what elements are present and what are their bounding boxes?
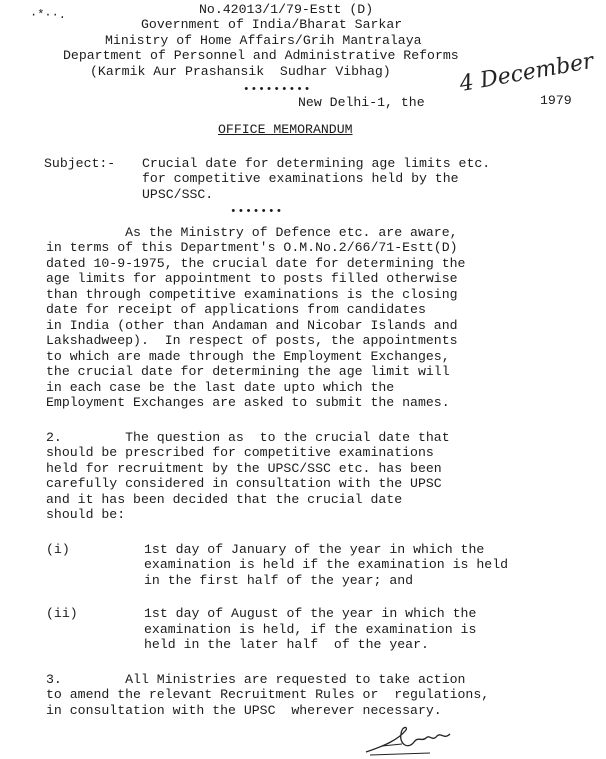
item-number: (i) <box>46 542 70 557</box>
ministry-line: Ministry of Home Affairs/Grih Mantralaya <box>105 33 422 48</box>
department-hindi-line: (Karmik Aur Prashansik Sudhar Vibhag) <box>90 64 391 79</box>
para1-line: the crucial date for determining the age limit will <box>46 364 450 379</box>
place-line: New Delhi-1, the <box>298 95 425 110</box>
para1-line: Lakshadweep). In respect of posts, the appointments <box>46 333 458 348</box>
item-line: 1st day of January of the year in which the <box>144 542 485 557</box>
para2-line: should be prescribed for competitive examinations <box>46 445 434 460</box>
subject-line-1: Crucial date for determining age limits etc. <box>142 156 491 171</box>
subject-line-2: for competitive examinations held by the <box>142 171 459 186</box>
subject-label: Subject:- <box>44 156 116 171</box>
handwritten-date: 4 December <box>457 48 596 97</box>
item-line: 1st day of August of the year in which the <box>144 606 477 621</box>
para2-line: should be: <box>46 507 126 522</box>
year: 1979 <box>540 93 572 108</box>
para1-line: in each case be the last date upto which the <box>46 380 395 395</box>
para2-line: held for recruitment by the UPSC/SSC etc. has been <box>46 461 442 476</box>
government-line: Government of India/Bharat Sarkar <box>141 17 403 32</box>
para1-line: age limits for appointment to posts filled otherwise <box>46 271 458 286</box>
para2-line: 2. The question as to the crucial date that <box>46 430 450 445</box>
file-number: No.42013/1/79-Estt (D) <box>199 2 374 17</box>
para3-line: in consultation with the UPSC wherever necessary. <box>46 703 442 718</box>
para3-line: 3. All Ministries are requested to take action <box>46 672 466 687</box>
para1-line: in India (other than Andaman and Nicobar Islands and <box>46 318 458 333</box>
para1-line: dated 10-9-1975, the crucial date for determining the <box>46 256 466 271</box>
corner-marks: ·*··. <box>30 8 67 22</box>
para3-line: to amend the relevant Recruitment Rules or regulations, <box>46 687 490 702</box>
separator-dots-2: ••••••• <box>230 206 284 218</box>
para1-line: date for receipt of applications from candidates <box>46 302 426 317</box>
para2-line: and it has been decided that the crucial date <box>46 492 403 507</box>
para1-line: to which are made through the Employment Exchanges, <box>46 349 450 364</box>
para1-line: than through competitive examinations is the closing <box>46 287 458 302</box>
item-line: held in the later half of the year. <box>144 637 429 652</box>
item-line: in the first half of the year; and <box>144 573 414 588</box>
para1-line: Employment Exchanges are asked to submit the names. <box>46 395 450 410</box>
item-line: examination is held, if the examination is <box>144 622 477 637</box>
para1-line: in terms of this Department's O.M.No.2/66/71-Estt(D) <box>46 240 458 255</box>
para1-line: As the Ministry of Defence etc. are aware, <box>46 225 458 240</box>
department-line: Department of Personnel and Administrative Reforms <box>63 48 459 63</box>
memo-title: OFFICE MEMORANDUM <box>218 122 353 137</box>
subject-line-3: UPSC/SSC. <box>142 187 214 202</box>
para2-line: carefully considered in consultation with the UPSC <box>46 476 442 491</box>
item-line: examination is held if the examination is held <box>144 557 509 572</box>
item-number: (ii) <box>46 606 78 621</box>
separator-dots-1: ••••••••• <box>243 84 312 96</box>
signature <box>362 722 472 758</box>
